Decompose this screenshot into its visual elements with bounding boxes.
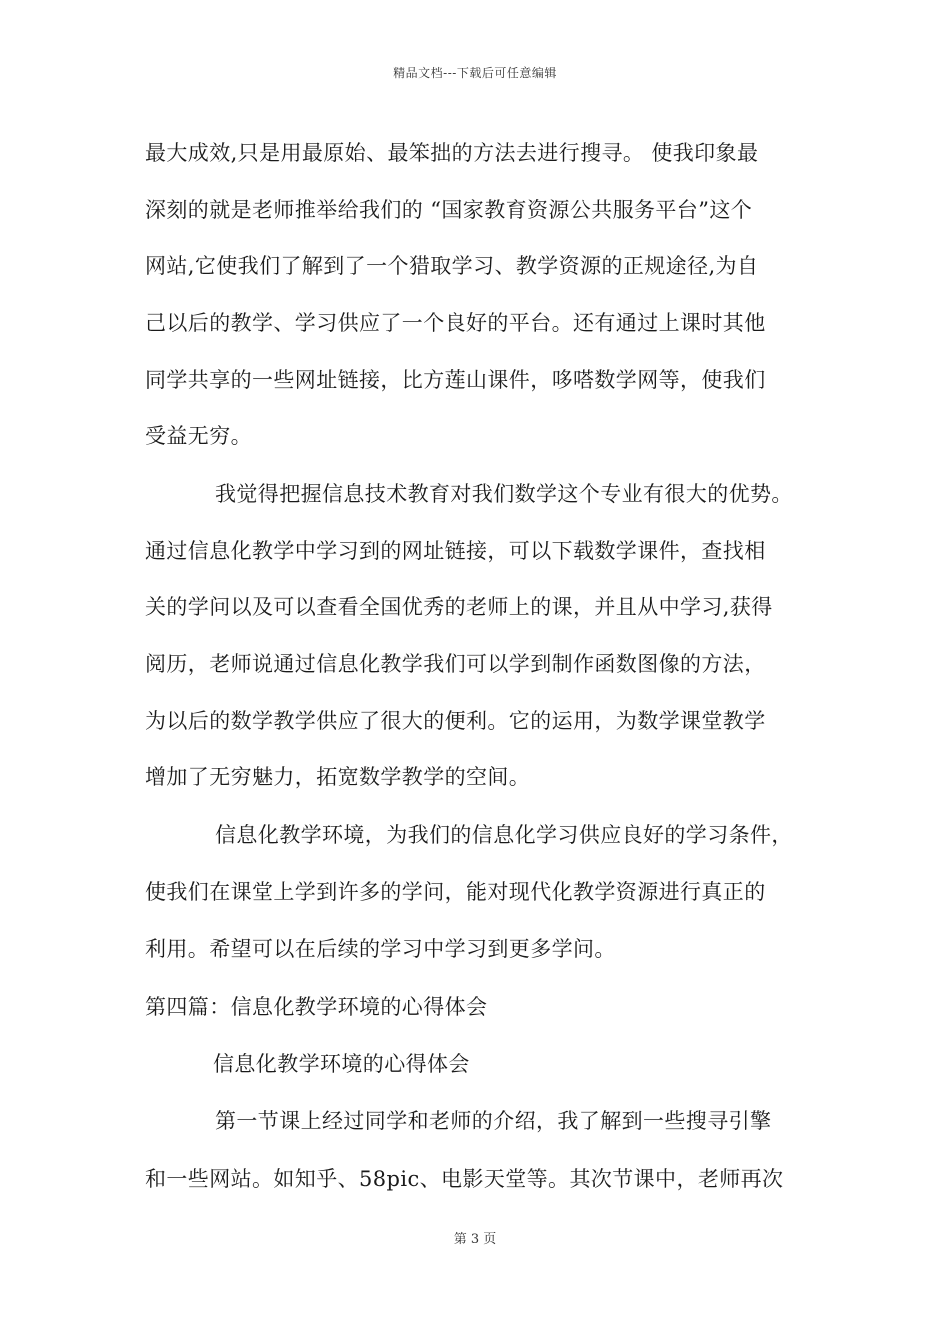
text-line: 利用。希望可以在后续的学习中学习到更多学问。 xyxy=(145,937,616,961)
text-line: 关的学问以及可以查看全国优秀的老师上的课，并且从中学习,获得 xyxy=(145,595,773,619)
text-line: 通过信息化教学中学习到的网址链接，可以下载数学课件，查找相 xyxy=(145,539,766,563)
text-line: 阅历，老师说通过信息化教学我们可以学到制作函数图像的方法， xyxy=(145,652,766,676)
text-line: 和一些网站。如知乎、58pic、电影天堂等。其次节课中，老师再次 xyxy=(145,1167,784,1191)
text-line: 增加了无穷魅力，拓宽数学教学的空间。 xyxy=(145,765,531,789)
page-number: 第 3 页 xyxy=(453,1232,497,1247)
paragraph-first-line: 信息化教学环境，为我们的信息化学习供应良好的学习条件， xyxy=(215,823,793,847)
paragraph-first-line: 第一节课上经过同学和老师的介绍，我了解到一些搜寻引擎 xyxy=(215,1109,772,1133)
text-line: 最大成效,只是用最原始、最笨拙的方法去进行搜寻。 使我印象最 xyxy=(145,141,759,165)
section-heading: 第四篇：信息化教学环境的心得体会 xyxy=(145,995,488,1019)
text-line: 受益无穷。 xyxy=(145,424,252,448)
page-header: 精品文档---下载后可任意编辑 xyxy=(393,66,557,80)
text-line: 网站,它使我们了解到了一个猎取学习、教学资源的正规途径,为自 xyxy=(145,254,759,278)
text-line: 为以后的数学教学供应了很大的便利。它的运用，为数学课堂教学 xyxy=(145,709,766,733)
text-line: 深刻的就是老师推举给我们的 “国家教育资源公共服务平台”这个 xyxy=(145,198,753,222)
paragraph-first-line: 我觉得把握信息技术教育对我们数学这个专业有很大的优势。 xyxy=(215,482,793,506)
text-line: 使我们在课堂上学到许多的学问，能对现代化教学资源进行真正的 xyxy=(145,880,766,904)
text-line: 同学共享的一些网址链接，比方莲山课件，哆嗒数学网等，使我们 xyxy=(145,368,766,392)
article-title: 信息化教学环境的心得体会 xyxy=(213,1052,470,1076)
text-line: 己以后的教学、学习供应了一个良好的平台。还有通过上课时其他 xyxy=(145,311,766,335)
